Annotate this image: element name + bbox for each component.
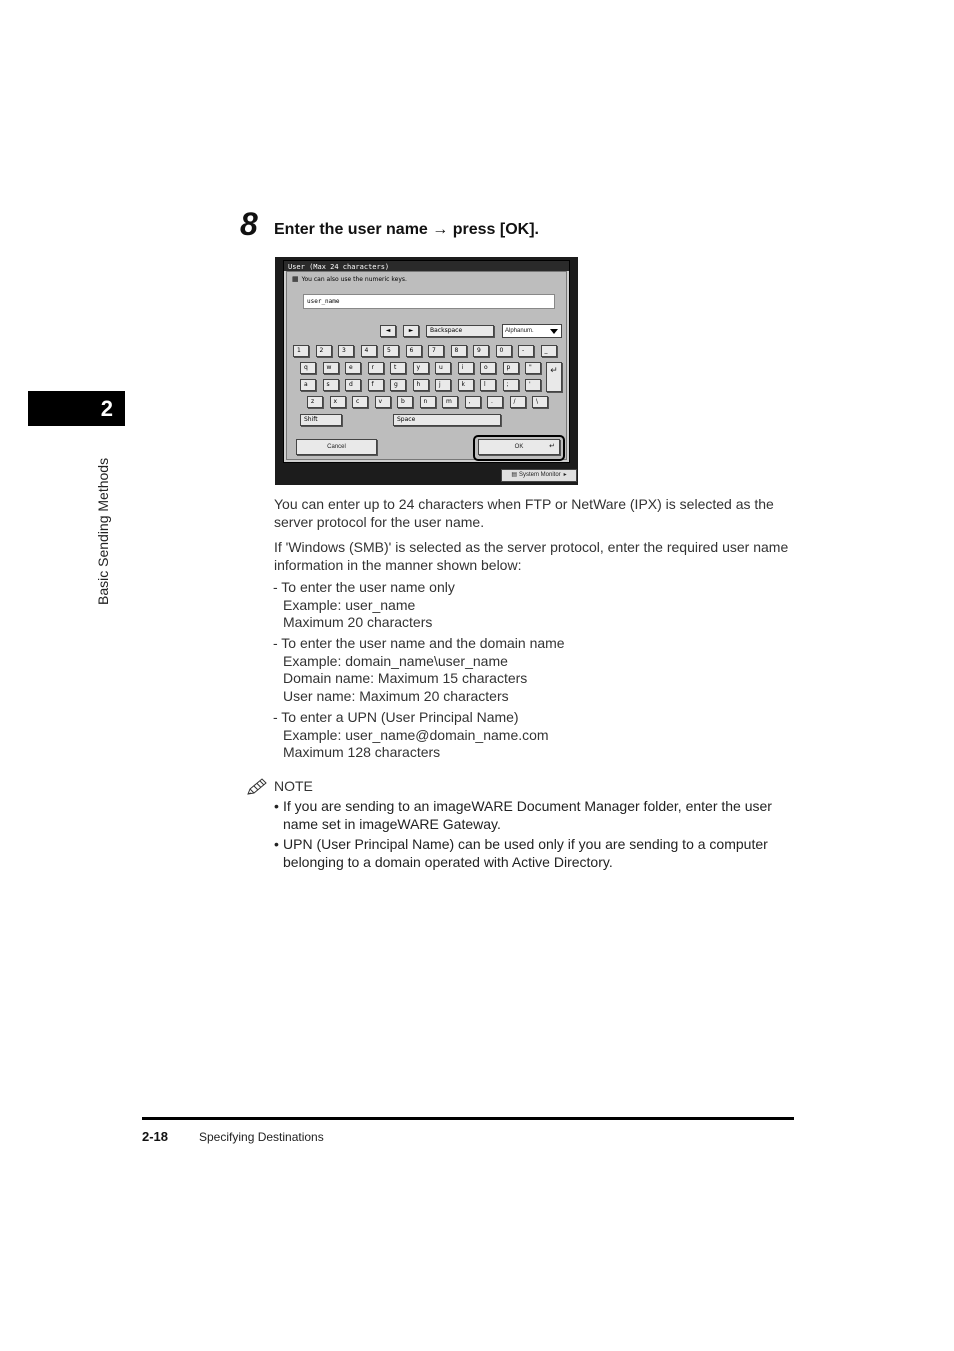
- chapter-tab: 2: [28, 391, 125, 426]
- key[interactable]: o: [480, 362, 496, 374]
- key[interactable]: k: [458, 379, 474, 391]
- list-item-line: Example: domain_name\user_name: [283, 652, 508, 669]
- monitor-icon: ▤: [511, 472, 517, 478]
- key[interactable]: n: [420, 396, 436, 408]
- note-label: NOTE: [274, 778, 313, 794]
- key[interactable]: y: [413, 362, 429, 374]
- key[interactable]: v: [375, 396, 391, 408]
- key[interactable]: u: [435, 362, 451, 374]
- key[interactable]: l: [480, 379, 496, 391]
- list-item-line: Example: user_name@domain_name.com: [283, 726, 549, 743]
- key[interactable]: i: [458, 362, 474, 374]
- list-item-line: User name: Maximum 20 characters: [283, 687, 509, 704]
- key[interactable]: b: [397, 396, 413, 408]
- key[interactable]: 3: [338, 345, 354, 357]
- input-mode-select[interactable]: [502, 324, 562, 338]
- key[interactable]: ,: [465, 396, 481, 408]
- page-number: 2-18: [142, 1129, 169, 1144]
- list-item-line: Domain name: Maximum 15 characters: [283, 670, 528, 686]
- key[interactable]: 7: [428, 345, 444, 357]
- key[interactable]: z: [307, 396, 323, 408]
- key[interactable]: 1: [293, 345, 309, 357]
- key[interactable]: q: [300, 362, 316, 374]
- system-monitor-button[interactable]: [501, 469, 577, 482]
- cursor-right-button[interactable]: ►: [403, 325, 419, 337]
- key[interactable]: j: [435, 379, 451, 391]
- return-icon: ↵: [550, 365, 558, 375]
- key[interactable]: h: [413, 379, 429, 391]
- user-entry-dialog: [283, 260, 570, 463]
- note-item: [274, 836, 784, 871]
- key[interactable]: ': [525, 379, 541, 391]
- chevron-right-icon: ▸: [563, 472, 567, 478]
- key[interactable]: e: [345, 362, 361, 374]
- key[interactable]: 9: [473, 345, 489, 357]
- list-item-line: Maximum 128 characters: [283, 744, 441, 760]
- key[interactable]: w: [323, 362, 339, 374]
- list-item: [273, 579, 793, 632]
- hint-label: You can also use the numeric keys.: [301, 276, 407, 283]
- enter-key[interactable]: [546, 362, 562, 392]
- key[interactable]: f: [368, 379, 384, 391]
- key[interactable]: 6: [406, 345, 422, 357]
- list-item-head: - To enter the user name and the domain name: [273, 635, 565, 651]
- key[interactable]: 8: [451, 345, 467, 357]
- chapter-side-label: Basic Sending Methods: [95, 457, 111, 605]
- key[interactable]: \: [532, 396, 548, 408]
- key[interactable]: t: [390, 362, 406, 374]
- key[interactable]: 2: [316, 345, 332, 357]
- list-item: [273, 709, 793, 762]
- key[interactable]: ": [525, 362, 541, 374]
- user-name-input[interactable]: user_name: [303, 294, 555, 309]
- paragraph: You can enter up to 24 characters when FTP or NetWare (IPX) is selected as the server protocol for the user name.: [274, 496, 774, 530]
- list-item-head: - To enter a UPN (User Principal Name): [273, 709, 519, 725]
- input-mode-value: Alphanum.: [505, 328, 534, 334]
- note-item: [274, 798, 784, 833]
- list-item: [273, 635, 793, 705]
- backspace-button[interactable]: Backspace: [426, 325, 494, 337]
- space-key[interactable]: Space: [393, 414, 501, 426]
- key[interactable]: s: [323, 379, 339, 391]
- ok-label: OK: [514, 444, 524, 450]
- key[interactable]: 5: [383, 345, 399, 357]
- section-name: Specifying Destinations: [199, 1130, 324, 1144]
- step-title: Enter the user name → press [OK].: [274, 221, 539, 238]
- note-item-text: UPN (User Principal Name) can be used only if you are sending to a computer belonging to a domain operated with Active Directory.: [283, 836, 768, 870]
- step-number: 8: [240, 206, 258, 242]
- chevron-down-icon: [550, 329, 558, 334]
- key[interactable]: 4: [361, 345, 377, 357]
- bullet-icon: •: [274, 836, 279, 852]
- key[interactable]: c: [352, 396, 368, 408]
- key[interactable]: r: [368, 362, 384, 374]
- key[interactable]: m: [442, 396, 458, 408]
- footer-rule: [142, 1117, 794, 1120]
- bullet-icon: •: [274, 798, 279, 814]
- touch-panel-screenshot: [275, 257, 578, 485]
- hint-text: [292, 275, 407, 283]
- key[interactable]: x: [330, 396, 346, 408]
- cancel-button[interactable]: Cancel: [296, 439, 377, 455]
- list-item-line: Example: user_name: [283, 596, 416, 613]
- note-item-text: If you are sending to an imageWARE Document Manager folder, enter the user name set in imageWARE Gateway.: [283, 798, 772, 832]
- pencil-icon: [245, 777, 269, 797]
- key[interactable]: p: [503, 362, 519, 374]
- dialog-body: [286, 271, 567, 460]
- system-monitor-label: System Monitor: [518, 472, 561, 478]
- list-item-head: - To enter the user name only: [273, 579, 455, 595]
- key[interactable]: -: [518, 345, 534, 357]
- key[interactable]: 0: [496, 345, 512, 357]
- key[interactable]: ;: [503, 379, 519, 391]
- dialog-title: User (Max 24 characters): [288, 263, 390, 271]
- key[interactable]: g: [390, 379, 406, 391]
- key[interactable]: a: [300, 379, 316, 391]
- return-icon: ↵: [549, 443, 555, 450]
- keypad-icon: ▦: [292, 275, 299, 283]
- shift-key[interactable]: Shift: [300, 414, 342, 426]
- key[interactable]: .: [487, 396, 503, 408]
- cursor-left-button[interactable]: ◄: [380, 325, 396, 337]
- paragraph: If 'Windows (SMB)' is selected as the server protocol, enter the required user name information in the manner shown below:: [274, 539, 789, 573]
- ok-button[interactable]: [478, 439, 560, 455]
- key[interactable]: d: [345, 379, 361, 391]
- list-item-line: Maximum 20 characters: [283, 614, 433, 630]
- key[interactable]: /: [510, 396, 526, 408]
- key[interactable]: _: [541, 345, 557, 357]
